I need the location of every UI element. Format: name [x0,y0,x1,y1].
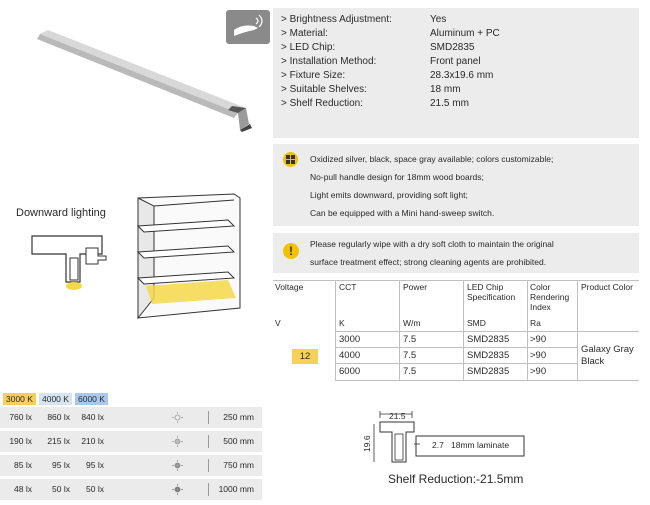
spec-table [273,280,639,381]
cct-tab-6000[interactable]: 6000 K [75,393,108,405]
header-color: Product Color [581,282,633,292]
header-led-chip: LED Chip Specification [467,282,516,302]
shelf-dimension-diagram [362,408,532,468]
dim-width-label: 21.5 [389,411,406,421]
cell-cri: >90 [530,366,547,377]
sun-icon [172,436,183,447]
feature-line: Can be equipped with a Mini hand-sweep switch. [310,208,495,218]
voltage-badge: 12 [292,349,318,364]
header-cct: CCT [339,282,357,292]
cell-chip: SMD2835 [467,334,510,345]
unit-power: W/m [403,318,421,328]
cell-product-color: Black [581,356,605,367]
cell-cri: >90 [530,350,547,361]
lux-row: 760 lx 860 lx 840 lx 250 mm [0,407,262,428]
cell-power: 7.5 [403,334,417,345]
unit-cri: Ra [530,318,541,328]
color-options-icon [283,152,298,167]
unit-voltage: V [275,318,281,328]
cell-cri: >90 [530,334,547,345]
feature-line: Oxidized silver, black, space gray available; colors customizable; [310,154,554,164]
warning-icon: ! [283,243,299,259]
cell-chip: SMD2835 [467,366,510,377]
hand-sweep-sensor-icon [226,10,270,44]
dim-height-label: 19.6 [362,435,372,452]
header-cri: Color Rendering Index [530,282,570,312]
downward-lighting-label: Downward lighting [16,207,106,219]
cell-chip: SMD2835 [467,350,510,361]
warning-panel [273,233,639,273]
shelf-reduction-caption: Shelf Reduction:-21.5mm [388,472,524,486]
sun-icon [172,460,183,471]
cell-product-color: Galaxy Gray [581,344,634,355]
cct-tab-3000[interactable]: 3000 K [3,393,36,405]
lux-row: 190 lx 215 lx 210 lx 500 mm [0,431,262,452]
laminate-label: 18mm laminate [451,440,510,450]
dim-gap-label: 2.7 [432,440,444,450]
spec-panel: > Brightness Adjustment: Yes > Material: Aluminum + PC > LED Chip: SMD2835 > Installation Method: Front panel > Fixture Size: 28.3x19.6 mm > Suitable Shelves: 18 mm > Shelf Reduction: 21.5 mm [273,8,639,138]
lux-row: 85 lx 95 lx 95 lx 750 mm [0,455,262,476]
unit-chip: SMD [467,318,486,328]
cct-tab-4000[interactable]: 4000 K [39,393,72,405]
header-voltage: Voltage [275,282,304,292]
features-panel [273,144,639,226]
unit-cct: K [339,318,345,328]
sun-icon [172,412,183,423]
warning-line: surface treatment effect; strong cleaning agents are prohibited. [310,257,547,267]
cell-cct: 3000 [339,334,361,345]
profile-cross-section-diagram [26,228,118,296]
cell-cct: 6000 [339,366,361,377]
lux-row: 48 lx 50 lx 50 lx 1000 mm [0,479,262,500]
cabinet-illustration [134,190,244,320]
cell-power: 7.5 [403,350,417,361]
feature-line: Light emits downward, providing soft light; [310,190,468,200]
warning-line: Please regularly wipe with a dry soft cloth to maintain the original [310,239,554,249]
cell-power: 7.5 [403,366,417,377]
cell-cct: 4000 [339,350,361,361]
feature-line: No-pull handle design for 18mm wood boards; [310,172,484,182]
sun-icon [172,484,183,495]
header-power: Power [403,282,428,292]
